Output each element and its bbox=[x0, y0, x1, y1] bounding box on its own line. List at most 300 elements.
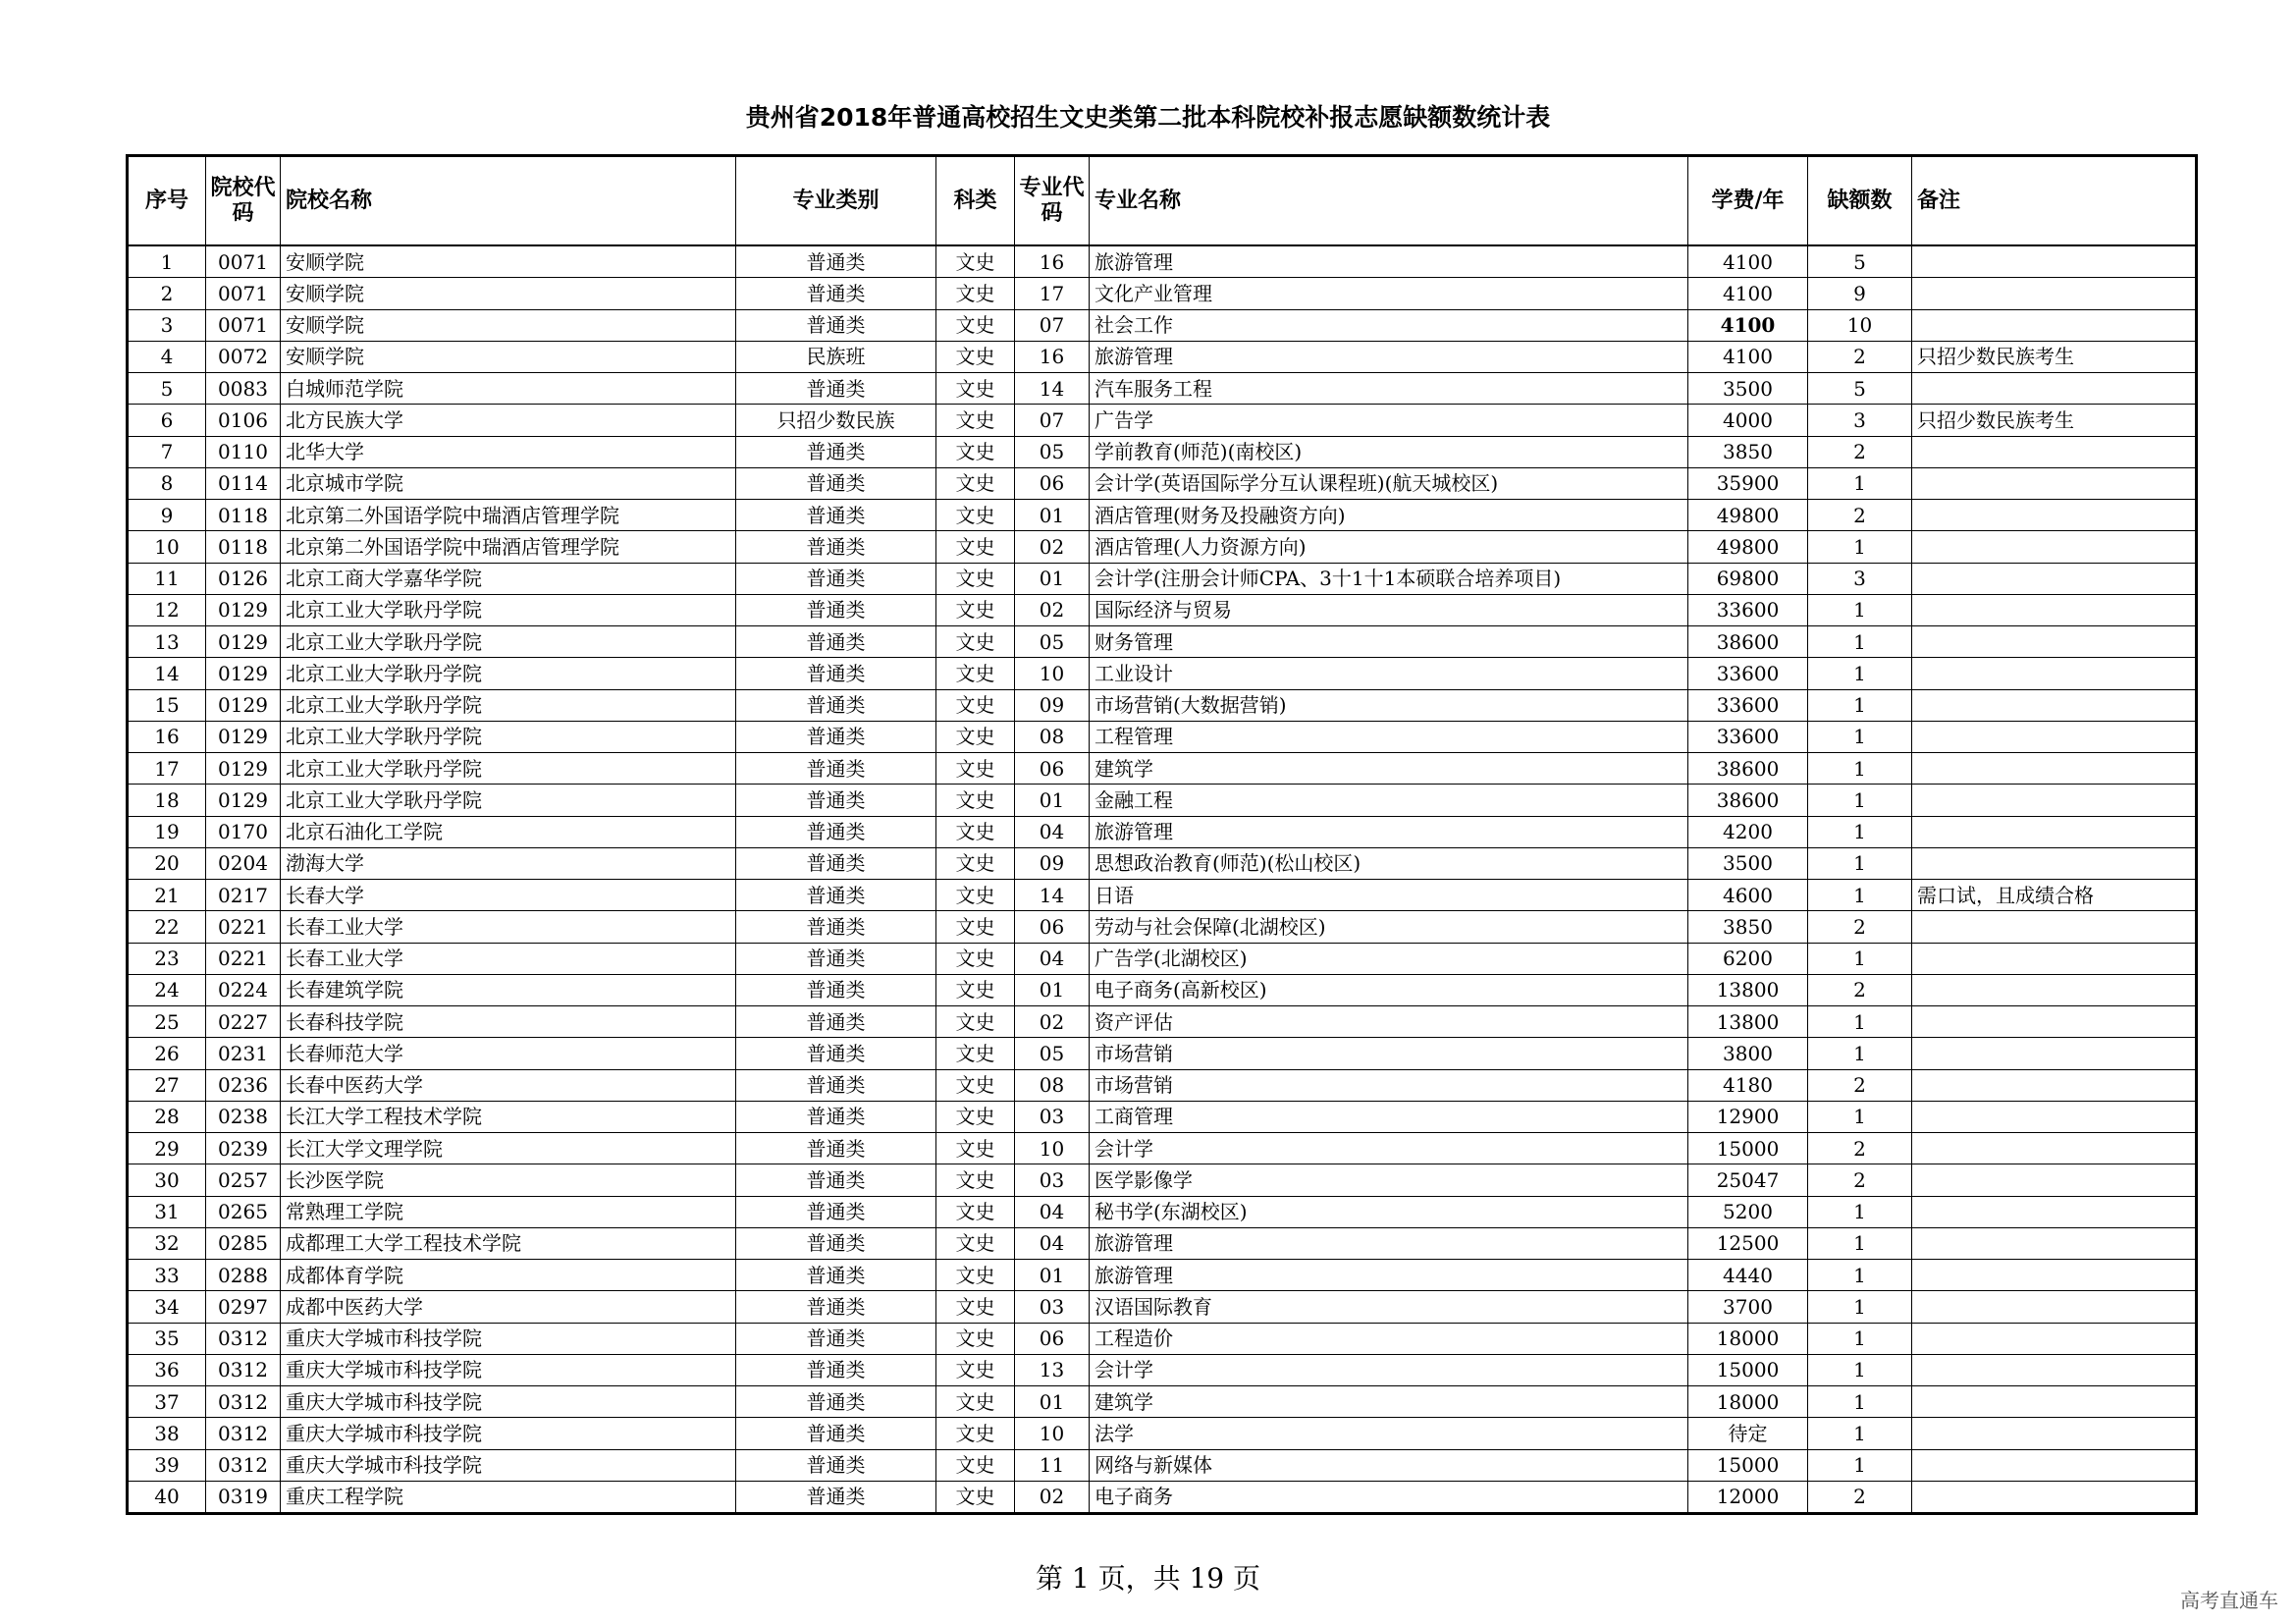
cell-major-code: 10 bbox=[1015, 1133, 1090, 1164]
cell-major-name: 旅游管理 bbox=[1090, 341, 1688, 372]
cell-school-name: 北京工业大学耿丹学院 bbox=[281, 658, 736, 689]
cell-school-name: 长春中医药大学 bbox=[281, 1069, 736, 1101]
cell-major-code: 13 bbox=[1015, 1354, 1090, 1385]
table-row bbox=[128, 1449, 2197, 1481]
cell-major-name: 资产评估 bbox=[1090, 1006, 1688, 1038]
cell-category: 普通类 bbox=[736, 1038, 936, 1069]
cell-school-code: 0297 bbox=[206, 1291, 281, 1323]
cell-major-code: 07 bbox=[1015, 405, 1090, 436]
cell-subject: 文史 bbox=[936, 500, 1015, 531]
vacancy-table bbox=[126, 154, 2198, 1515]
cell-note: 只招少数民族考生 bbox=[1912, 341, 2197, 372]
header-note: 备注 bbox=[1912, 156, 2197, 246]
table-row bbox=[128, 373, 2197, 405]
cell-fee: 12500 bbox=[1688, 1227, 1808, 1259]
cell-fee: 3850 bbox=[1688, 911, 1808, 943]
table-row bbox=[128, 911, 2197, 943]
cell-fee: 待定 bbox=[1688, 1418, 1808, 1449]
cell-vacancy: 1 bbox=[1808, 943, 1912, 974]
cell-vacancy: 1 bbox=[1808, 594, 1912, 625]
cell-subject: 文史 bbox=[936, 563, 1015, 594]
cell-school-code: 0265 bbox=[206, 1196, 281, 1227]
cell-category: 普通类 bbox=[736, 500, 936, 531]
cell-fee: 35900 bbox=[1688, 467, 1808, 499]
cell-school-name: 北方民族大学 bbox=[281, 405, 736, 436]
cell-category: 普通类 bbox=[736, 309, 936, 341]
cell-fee: 33600 bbox=[1688, 721, 1808, 752]
cell-vacancy: 2 bbox=[1808, 911, 1912, 943]
cell-school-code: 0236 bbox=[206, 1069, 281, 1101]
table-row bbox=[128, 1481, 2197, 1513]
cell-seq: 39 bbox=[128, 1449, 206, 1481]
cell-vacancy: 1 bbox=[1808, 658, 1912, 689]
cell-fee: 3500 bbox=[1688, 847, 1808, 879]
cell-subject: 文史 bbox=[936, 1449, 1015, 1481]
cell-school-code: 0231 bbox=[206, 1038, 281, 1069]
cell-subject: 文史 bbox=[936, 658, 1015, 689]
cell-note bbox=[1912, 943, 2197, 974]
cell-school-code: 0106 bbox=[206, 405, 281, 436]
cell-category: 普通类 bbox=[736, 721, 936, 752]
cell-major-name: 旅游管理 bbox=[1090, 245, 1688, 278]
table-row bbox=[128, 405, 2197, 436]
cell-vacancy: 1 bbox=[1808, 1323, 1912, 1354]
cell-school-name: 北京工业大学耿丹学院 bbox=[281, 689, 736, 721]
cell-category: 普通类 bbox=[736, 373, 936, 405]
cell-subject: 文史 bbox=[936, 1291, 1015, 1323]
cell-major-name: 文化产业管理 bbox=[1090, 278, 1688, 309]
header-subject: 科类 bbox=[936, 156, 1015, 246]
cell-note bbox=[1912, 626, 2197, 658]
header-vacancy: 缺额数 bbox=[1808, 156, 1912, 246]
cell-vacancy: 1 bbox=[1808, 1006, 1912, 1038]
cell-vacancy: 1 bbox=[1808, 626, 1912, 658]
cell-major-name: 酒店管理(人力资源方向) bbox=[1090, 531, 1688, 563]
cell-school-code: 0118 bbox=[206, 531, 281, 563]
cell-major-code: 16 bbox=[1015, 245, 1090, 278]
cell-subject: 文史 bbox=[936, 816, 1015, 847]
cell-subject: 文史 bbox=[936, 721, 1015, 752]
cell-fee: 3700 bbox=[1688, 1291, 1808, 1323]
cell-major-code: 01 bbox=[1015, 785, 1090, 816]
cell-major-name: 市场营销(大数据营销) bbox=[1090, 689, 1688, 721]
cell-major-code: 08 bbox=[1015, 721, 1090, 752]
cell-vacancy: 3 bbox=[1808, 405, 1912, 436]
cell-school-name: 成都体育学院 bbox=[281, 1260, 736, 1291]
cell-school-code: 0319 bbox=[206, 1481, 281, 1513]
cell-note bbox=[1912, 721, 2197, 752]
cell-school-name: 重庆大学城市科技学院 bbox=[281, 1418, 736, 1449]
cell-subject: 文史 bbox=[936, 1260, 1015, 1291]
cell-fee: 4100 bbox=[1688, 245, 1808, 278]
cell-fee: 15000 bbox=[1688, 1133, 1808, 1164]
cell-major-code: 04 bbox=[1015, 1227, 1090, 1259]
cell-school-name: 北京第二外国语学院中瑞酒店管理学院 bbox=[281, 500, 736, 531]
cell-seq: 35 bbox=[128, 1323, 206, 1354]
cell-fee: 12900 bbox=[1688, 1101, 1808, 1132]
cell-school-name: 北京工业大学耿丹学院 bbox=[281, 594, 736, 625]
cell-major-code: 07 bbox=[1015, 309, 1090, 341]
cell-major-name: 旅游管理 bbox=[1090, 1227, 1688, 1259]
cell-note bbox=[1912, 1164, 2197, 1196]
cell-fee: 18000 bbox=[1688, 1386, 1808, 1418]
table-row bbox=[128, 1418, 2197, 1449]
cell-category: 民族班 bbox=[736, 341, 936, 372]
cell-school-code: 0288 bbox=[206, 1260, 281, 1291]
table-row bbox=[128, 1038, 2197, 1069]
cell-category: 普通类 bbox=[736, 911, 936, 943]
page-number: 第 1 页，共 19 页 bbox=[1035, 1562, 1261, 1595]
cell-seq: 8 bbox=[128, 467, 206, 499]
cell-school-code: 0129 bbox=[206, 721, 281, 752]
cell-seq: 38 bbox=[128, 1418, 206, 1449]
table-body bbox=[128, 245, 2197, 1514]
table-row bbox=[128, 1260, 2197, 1291]
cell-major-code: 09 bbox=[1015, 689, 1090, 721]
cell-school-name: 成都中医药大学 bbox=[281, 1291, 736, 1323]
cell-major-code: 11 bbox=[1015, 1449, 1090, 1481]
cell-major-code: 06 bbox=[1015, 911, 1090, 943]
cell-fee: 4180 bbox=[1688, 1069, 1808, 1101]
cell-fee: 4440 bbox=[1688, 1260, 1808, 1291]
cell-note bbox=[1912, 1449, 2197, 1481]
cell-category: 普通类 bbox=[736, 594, 936, 625]
cell-category: 普通类 bbox=[736, 1260, 936, 1291]
cell-major-code: 02 bbox=[1015, 1006, 1090, 1038]
cell-subject: 文史 bbox=[936, 1133, 1015, 1164]
cell-vacancy: 2 bbox=[1808, 1481, 1912, 1513]
cell-note bbox=[1912, 753, 2197, 785]
cell-vacancy: 2 bbox=[1808, 1164, 1912, 1196]
cell-category: 只招少数民族 bbox=[736, 405, 936, 436]
cell-vacancy: 1 bbox=[1808, 1291, 1912, 1323]
cell-vacancy: 1 bbox=[1808, 1260, 1912, 1291]
cell-seq: 20 bbox=[128, 847, 206, 879]
cell-vacancy: 1 bbox=[1808, 689, 1912, 721]
cell-subject: 文史 bbox=[936, 847, 1015, 879]
cell-major-name: 工商管理 bbox=[1090, 1101, 1688, 1132]
cell-school-name: 长春师范大学 bbox=[281, 1038, 736, 1069]
table-row bbox=[128, 658, 2197, 689]
cell-school-name: 长江大学文理学院 bbox=[281, 1133, 736, 1164]
cell-major-name: 网络与新媒体 bbox=[1090, 1449, 1688, 1481]
cell-major-code: 01 bbox=[1015, 500, 1090, 531]
cell-subject: 文史 bbox=[936, 1354, 1015, 1385]
cell-major-code: 16 bbox=[1015, 341, 1090, 372]
cell-seq: 32 bbox=[128, 1227, 206, 1259]
cell-category: 普通类 bbox=[736, 467, 936, 499]
table-row bbox=[128, 1164, 2197, 1196]
cell-seq: 28 bbox=[128, 1101, 206, 1132]
cell-school-name: 北京工业大学耿丹学院 bbox=[281, 626, 736, 658]
cell-seq: 36 bbox=[128, 1354, 206, 1385]
cell-vacancy: 2 bbox=[1808, 436, 1912, 467]
cell-major-name: 工程造价 bbox=[1090, 1323, 1688, 1354]
cell-major-code: 04 bbox=[1015, 1196, 1090, 1227]
cell-category: 普通类 bbox=[736, 1418, 936, 1449]
cell-note bbox=[1912, 1006, 2197, 1038]
cell-category: 普通类 bbox=[736, 1133, 936, 1164]
cell-school-code: 0083 bbox=[206, 373, 281, 405]
cell-vacancy: 9 bbox=[1808, 278, 1912, 309]
header-fee: 学费/年 bbox=[1688, 156, 1808, 246]
cell-subject: 文史 bbox=[936, 689, 1015, 721]
cell-major-name: 会计学 bbox=[1090, 1133, 1688, 1164]
cell-category: 普通类 bbox=[736, 1069, 936, 1101]
cell-school-name: 长春工业大学 bbox=[281, 911, 736, 943]
header-category: 专业类别 bbox=[736, 156, 936, 246]
cell-major-code: 05 bbox=[1015, 626, 1090, 658]
cell-subject: 文史 bbox=[936, 373, 1015, 405]
cell-school-code: 0114 bbox=[206, 467, 281, 499]
cell-fee: 5200 bbox=[1688, 1196, 1808, 1227]
cell-note bbox=[1912, 1481, 2197, 1513]
cell-school-code: 0257 bbox=[206, 1164, 281, 1196]
cell-school-code: 0071 bbox=[206, 309, 281, 341]
header-school-code: 院校代码 bbox=[206, 156, 281, 246]
table-row bbox=[128, 436, 2197, 467]
cell-school-name: 安顺学院 bbox=[281, 341, 736, 372]
cell-category: 普通类 bbox=[736, 1291, 936, 1323]
cell-category: 普通类 bbox=[736, 847, 936, 879]
table-row bbox=[128, 309, 2197, 341]
cell-school-name: 重庆大学城市科技学院 bbox=[281, 1323, 736, 1354]
cell-subject: 文史 bbox=[936, 1323, 1015, 1354]
cell-major-name: 市场营销 bbox=[1090, 1038, 1688, 1069]
cell-note bbox=[1912, 689, 2197, 721]
cell-major-code: 14 bbox=[1015, 373, 1090, 405]
table-row bbox=[128, 943, 2197, 974]
cell-school-name: 北华大学 bbox=[281, 436, 736, 467]
cell-school-name: 安顺学院 bbox=[281, 309, 736, 341]
cell-school-code: 0285 bbox=[206, 1227, 281, 1259]
cell-category: 普通类 bbox=[736, 1164, 936, 1196]
cell-note bbox=[1912, 1196, 2197, 1227]
table-row bbox=[128, 880, 2197, 911]
cell-vacancy: 5 bbox=[1808, 373, 1912, 405]
cell-subject: 文史 bbox=[936, 943, 1015, 974]
cell-fee: 13800 bbox=[1688, 974, 1808, 1005]
table-row bbox=[128, 974, 2197, 1005]
cell-subject: 文史 bbox=[936, 785, 1015, 816]
cell-vacancy: 5 bbox=[1808, 245, 1912, 278]
cell-school-code: 0238 bbox=[206, 1101, 281, 1132]
cell-seq: 13 bbox=[128, 626, 206, 658]
cell-note bbox=[1912, 1418, 2197, 1449]
header-major-name: 专业名称 bbox=[1090, 156, 1688, 246]
cell-school-code: 0071 bbox=[206, 278, 281, 309]
cell-major-name: 金融工程 bbox=[1090, 785, 1688, 816]
cell-subject: 文史 bbox=[936, 594, 1015, 625]
cell-major-code: 02 bbox=[1015, 1481, 1090, 1513]
cell-subject: 文史 bbox=[936, 1038, 1015, 1069]
header-major-code: 专业代码 bbox=[1015, 156, 1090, 246]
cell-fee: 3800 bbox=[1688, 1038, 1808, 1069]
cell-school-name: 北京城市学院 bbox=[281, 467, 736, 499]
cell-note bbox=[1912, 816, 2197, 847]
table-row bbox=[128, 721, 2197, 752]
cell-fee: 33600 bbox=[1688, 689, 1808, 721]
cell-major-name: 会计学(注册会计师CPA、3十1十1本硕联合培养项目) bbox=[1090, 563, 1688, 594]
cell-seq: 30 bbox=[128, 1164, 206, 1196]
cell-major-code: 02 bbox=[1015, 531, 1090, 563]
cell-major-name: 财务管理 bbox=[1090, 626, 1688, 658]
cell-fee: 4000 bbox=[1688, 405, 1808, 436]
cell-school-name: 北京石油化工学院 bbox=[281, 816, 736, 847]
cell-seq: 11 bbox=[128, 563, 206, 594]
cell-subject: 文史 bbox=[936, 1006, 1015, 1038]
cell-seq: 40 bbox=[128, 1481, 206, 1513]
cell-fee: 4100 bbox=[1688, 278, 1808, 309]
cell-vacancy: 1 bbox=[1808, 847, 1912, 879]
cell-major-name: 旅游管理 bbox=[1090, 816, 1688, 847]
table-row bbox=[128, 1323, 2197, 1354]
cell-fee: 69800 bbox=[1688, 563, 1808, 594]
cell-subject: 文史 bbox=[936, 1164, 1015, 1196]
cell-note bbox=[1912, 467, 2197, 499]
cell-school-code: 0227 bbox=[206, 1006, 281, 1038]
header-seq: 序号 bbox=[128, 156, 206, 246]
cell-category: 普通类 bbox=[736, 245, 936, 278]
cell-category: 普通类 bbox=[736, 1227, 936, 1259]
cell-school-code: 0312 bbox=[206, 1418, 281, 1449]
cell-category: 普通类 bbox=[736, 563, 936, 594]
cell-seq: 23 bbox=[128, 943, 206, 974]
cell-school-code: 0126 bbox=[206, 563, 281, 594]
cell-fee: 18000 bbox=[1688, 1323, 1808, 1354]
cell-seq: 27 bbox=[128, 1069, 206, 1101]
cell-category: 普通类 bbox=[736, 974, 936, 1005]
cell-school-code: 0312 bbox=[206, 1449, 281, 1481]
cell-category: 普通类 bbox=[736, 880, 936, 911]
cell-major-code: 04 bbox=[1015, 816, 1090, 847]
cell-note bbox=[1912, 847, 2197, 879]
cell-school-name: 白城师范学院 bbox=[281, 373, 736, 405]
cell-school-name: 长春大学 bbox=[281, 880, 736, 911]
cell-note bbox=[1912, 1291, 2197, 1323]
cell-note bbox=[1912, 1101, 2197, 1132]
table-row bbox=[128, 1386, 2197, 1418]
header-school-name: 院校名称 bbox=[281, 156, 736, 246]
cell-major-name: 工业设计 bbox=[1090, 658, 1688, 689]
cell-note bbox=[1912, 436, 2197, 467]
cell-category: 普通类 bbox=[736, 1196, 936, 1227]
cell-seq: 21 bbox=[128, 880, 206, 911]
cell-category: 普通类 bbox=[736, 943, 936, 974]
cell-fee: 4100 bbox=[1688, 309, 1808, 341]
cell-major-code: 03 bbox=[1015, 1101, 1090, 1132]
cell-vacancy: 1 bbox=[1808, 531, 1912, 563]
cell-seq: 18 bbox=[128, 785, 206, 816]
cell-subject: 文史 bbox=[936, 626, 1015, 658]
cell-fee: 33600 bbox=[1688, 658, 1808, 689]
cell-school-name: 北京工业大学耿丹学院 bbox=[281, 785, 736, 816]
cell-major-code: 03 bbox=[1015, 1291, 1090, 1323]
cell-vacancy: 1 bbox=[1808, 1418, 1912, 1449]
cell-major-name: 会计学 bbox=[1090, 1354, 1688, 1385]
cell-school-name: 重庆大学城市科技学院 bbox=[281, 1354, 736, 1385]
cell-vacancy: 1 bbox=[1808, 1101, 1912, 1132]
cell-fee: 38600 bbox=[1688, 785, 1808, 816]
cell-school-name: 重庆工程学院 bbox=[281, 1481, 736, 1513]
cell-major-name: 电子商务 bbox=[1090, 1481, 1688, 1513]
cell-subject: 文史 bbox=[936, 341, 1015, 372]
cell-major-name: 汽车服务工程 bbox=[1090, 373, 1688, 405]
cell-note bbox=[1912, 1354, 2197, 1385]
cell-seq: 26 bbox=[128, 1038, 206, 1069]
cell-seq: 24 bbox=[128, 974, 206, 1005]
cell-fee: 38600 bbox=[1688, 626, 1808, 658]
cell-major-name: 学前教育(师范)(南校区) bbox=[1090, 436, 1688, 467]
cell-fee: 49800 bbox=[1688, 531, 1808, 563]
table-row bbox=[128, 531, 2197, 563]
cell-vacancy: 1 bbox=[1808, 1038, 1912, 1069]
cell-vacancy: 1 bbox=[1808, 467, 1912, 499]
cell-major-name: 医学影像学 bbox=[1090, 1164, 1688, 1196]
cell-major-code: 17 bbox=[1015, 278, 1090, 309]
cell-school-code: 0129 bbox=[206, 753, 281, 785]
cell-school-name: 安顺学院 bbox=[281, 278, 736, 309]
cell-subject: 文史 bbox=[936, 1418, 1015, 1449]
cell-fee: 38600 bbox=[1688, 753, 1808, 785]
cell-school-code: 0129 bbox=[206, 785, 281, 816]
cell-major-code: 06 bbox=[1015, 467, 1090, 499]
cell-major-name: 汉语国际教育 bbox=[1090, 1291, 1688, 1323]
cell-subject: 文史 bbox=[936, 278, 1015, 309]
cell-fee: 3500 bbox=[1688, 373, 1808, 405]
cell-school-name: 长沙医学院 bbox=[281, 1164, 736, 1196]
cell-note: 只招少数民族考生 bbox=[1912, 405, 2197, 436]
cell-school-name: 北京第二外国语学院中瑞酒店管理学院 bbox=[281, 531, 736, 563]
cell-fee: 25047 bbox=[1688, 1164, 1808, 1196]
cell-major-code: 03 bbox=[1015, 1164, 1090, 1196]
cell-note bbox=[1912, 974, 2197, 1005]
cell-note bbox=[1912, 531, 2197, 563]
cell-vacancy: 1 bbox=[1808, 1386, 1912, 1418]
cell-fee: 4600 bbox=[1688, 880, 1808, 911]
cell-fee: 49800 bbox=[1688, 500, 1808, 531]
cell-subject: 文史 bbox=[936, 880, 1015, 911]
cell-school-code: 0221 bbox=[206, 911, 281, 943]
cell-subject: 文史 bbox=[936, 1386, 1015, 1418]
cell-seq: 16 bbox=[128, 721, 206, 752]
cell-category: 普通类 bbox=[736, 1449, 936, 1481]
cell-note bbox=[1912, 1133, 2197, 1164]
cell-school-name: 长春科技学院 bbox=[281, 1006, 736, 1038]
cell-major-name: 广告学 bbox=[1090, 405, 1688, 436]
cell-seq: 1 bbox=[128, 245, 206, 278]
cell-note bbox=[1912, 911, 2197, 943]
cell-vacancy: 10 bbox=[1808, 309, 1912, 341]
cell-major-name: 电子商务(高新校区) bbox=[1090, 974, 1688, 1005]
cell-major-name: 劳动与社会保障(北湖校区) bbox=[1090, 911, 1688, 943]
cell-major-name: 工程管理 bbox=[1090, 721, 1688, 752]
cell-major-code: 01 bbox=[1015, 1260, 1090, 1291]
cell-major-name: 秘书学(东湖校区) bbox=[1090, 1196, 1688, 1227]
cell-fee: 3850 bbox=[1688, 436, 1808, 467]
cell-major-code: 10 bbox=[1015, 1418, 1090, 1449]
cell-fee: 15000 bbox=[1688, 1354, 1808, 1385]
table-row bbox=[128, 245, 2197, 278]
cell-major-code: 09 bbox=[1015, 847, 1090, 879]
cell-vacancy: 3 bbox=[1808, 563, 1912, 594]
table-row bbox=[128, 1354, 2197, 1385]
cell-major-code: 10 bbox=[1015, 658, 1090, 689]
cell-note bbox=[1912, 1260, 2197, 1291]
cell-subject: 文史 bbox=[936, 1069, 1015, 1101]
cell-fee: 13800 bbox=[1688, 1006, 1808, 1038]
cell-note bbox=[1912, 245, 2197, 278]
